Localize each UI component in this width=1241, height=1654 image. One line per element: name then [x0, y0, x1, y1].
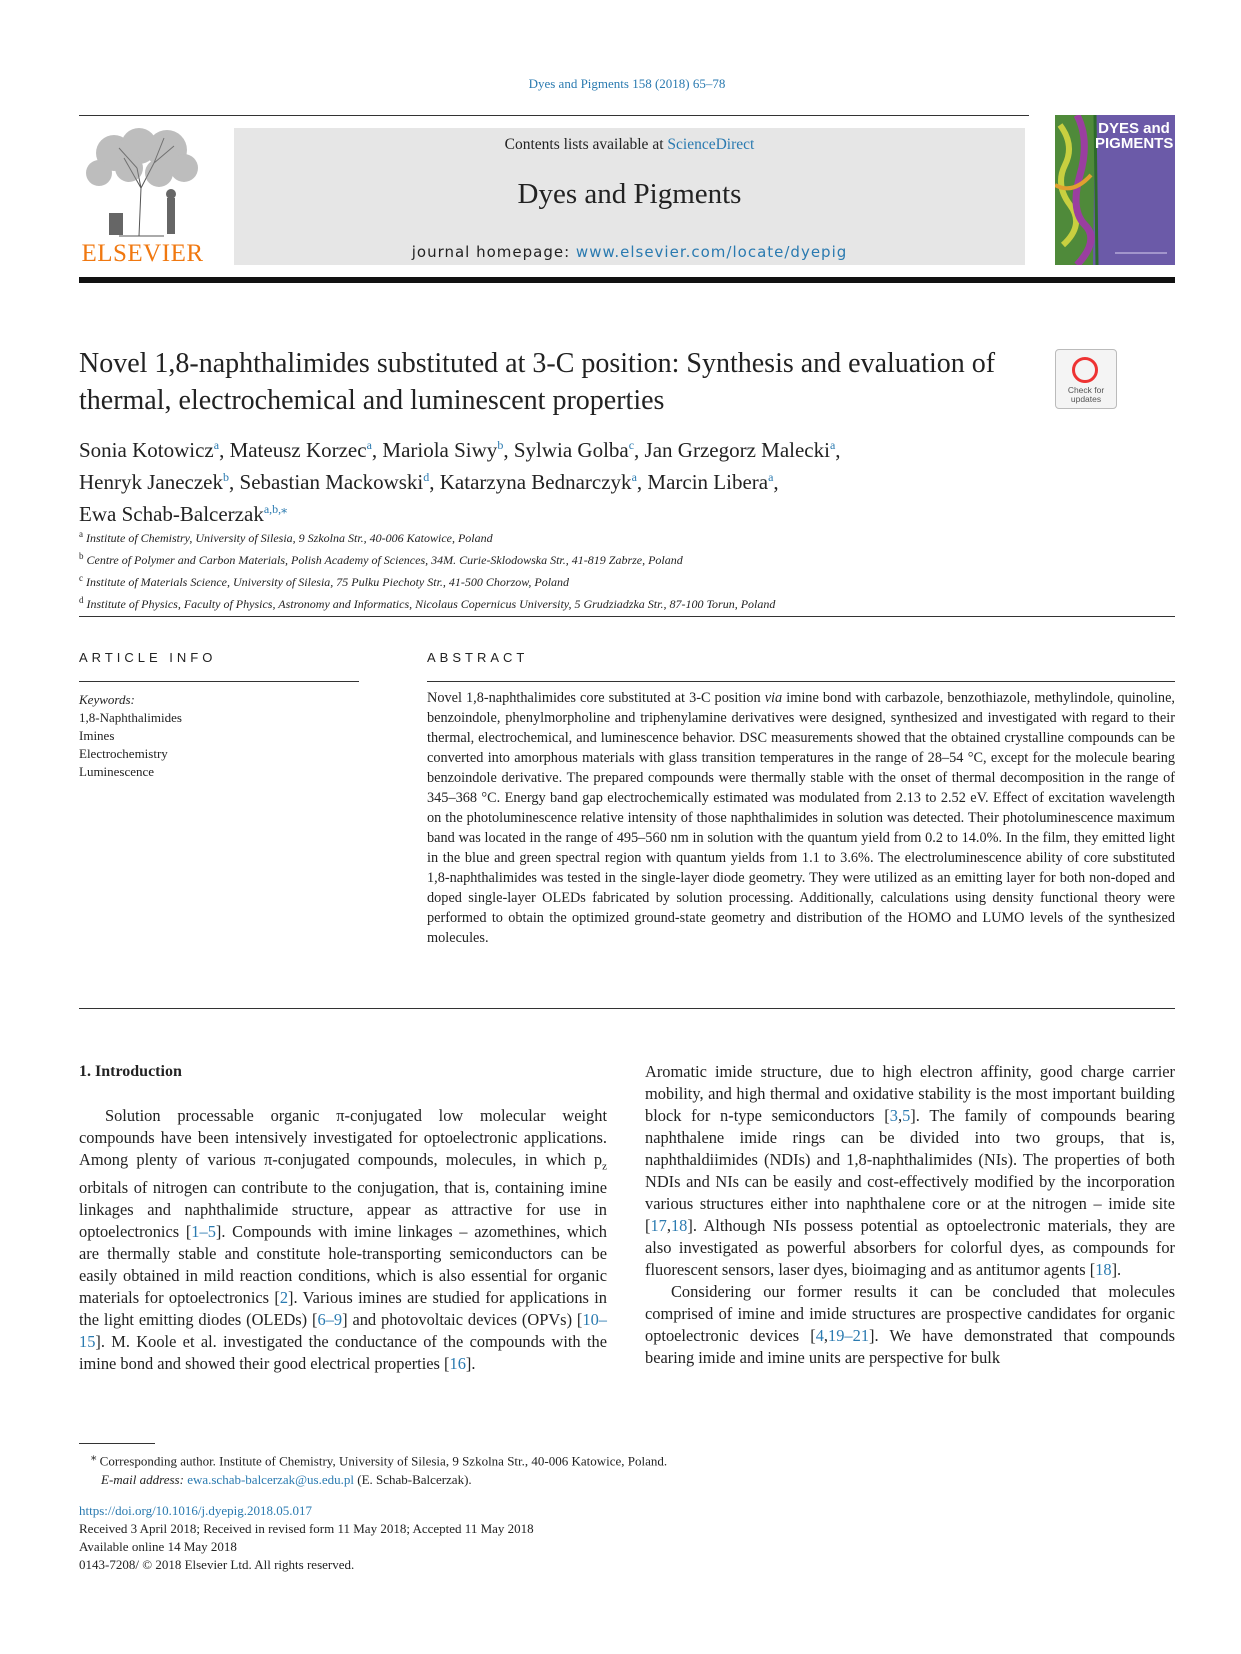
- author-name: Mariola Siwy: [382, 438, 498, 462]
- email-label: E-mail address:: [101, 1472, 184, 1488]
- contents-prefix: Contents lists available at: [504, 136, 668, 153]
- author-name: Sebastian Mackowski: [239, 470, 424, 494]
- email-suffix: (E. Schab-Balcerzak).: [357, 1472, 472, 1488]
- intro-paragraph: [645, 1281, 1175, 1369]
- sciencedirect-link[interactable]: ScienceDirect: [667, 136, 755, 153]
- text-run: ].: [465, 1354, 476, 1374]
- abstract-text: [427, 688, 1175, 948]
- affiliation-line: [79, 525, 1129, 547]
- text-run: ].: [1111, 1260, 1122, 1279]
- citation-link[interactable]: 3: [889, 1106, 898, 1125]
- citation-link[interactable]: 10–15: [79, 1310, 607, 1352]
- text-run: Considering our former results it can be concluded that molecules comprised of imine and imide structures are prospective candidates for organic optoelectronic devices [: [645, 1282, 1175, 1345]
- homepage-prefix: journal homepage:: [411, 243, 576, 261]
- author-separator: ,: [503, 438, 514, 462]
- affiliation-key: b: [79, 551, 84, 561]
- text-run: ]. The family of compounds bearing naphthalene imide rings can be divided into two groups, that is, naphthaldiimides (NDIs) and 1,8-naphthalimides (NIs). The properties of both NDIs and NIs can be easily and cost-effectively modified by the incorporation various structures either into naphthalene core or at the nitrogen – imide site [: [645, 1106, 1175, 1235]
- affiliation-key: d: [79, 595, 84, 605]
- journal-banner: [234, 128, 1025, 265]
- citation-link[interactable]: 4: [815, 1326, 824, 1345]
- affiliation-key: a: [79, 529, 83, 539]
- citation-link[interactable]: 16: [449, 1354, 466, 1374]
- subscript: z: [602, 1160, 607, 1173]
- received-dates: Received 3 April 2018; Received in revised form 11 May 2018; Accepted 11 May 2018: [79, 1521, 534, 1536]
- text-run: ]. Although NIs possess potential as optoelectronic materials, they are also investigated as powerful absorbers for colorful dyes, as compounds for fluorescent sensors, laser dyes, bioimaging and as antitumor agents [: [645, 1216, 1175, 1279]
- abstract-rule: [427, 681, 1175, 682]
- cover-title: DYES and PIGMENTS: [1095, 120, 1174, 152]
- header-thick-rule: [79, 277, 1175, 283]
- citation-link[interactable]: 17: [650, 1216, 667, 1235]
- text-run: ]. We have demonstrated that compounds bearing imide and imine units are perspective for bulk: [645, 1326, 1175, 1367]
- author-separator: ,: [634, 438, 645, 462]
- author-affiliation-marker[interactable]: a: [366, 438, 372, 452]
- citation-link[interactable]: 2: [279, 1288, 289, 1308]
- footnote-rule: [79, 1443, 155, 1444]
- affiliation-text: Institute of Materials Science, University of Silesia, 75 Pulku Piechoty Str., 41-500 Chorzow, Poland: [83, 575, 570, 589]
- citation-link[interactable]: 19–21: [828, 1326, 870, 1345]
- section-rule: [79, 1008, 1175, 1009]
- author-affiliation-marker[interactable]: d: [423, 470, 430, 484]
- article-metadata: [79, 1502, 979, 1574]
- author-separator: ,: [219, 438, 230, 462]
- citation-link[interactable]: 18: [670, 1216, 688, 1235]
- abstract-part: Novel 1,8-naphthalimides core substituted at 3-C position: [427, 690, 765, 706]
- affiliations: [79, 525, 1129, 613]
- author-affiliation-marker[interactable]: a,b,⁎: [263, 502, 288, 516]
- author-separator: ,: [371, 438, 383, 462]
- affiliation-key: c: [79, 573, 83, 583]
- text-run: ]. Compounds with imine linkages – azomethines, which are thermally stable and constitute hole-transporting semiconductors can be easily obtained in mild reaction conditions, which is also essential for organic materials for optoelectronics [: [79, 1222, 607, 1308]
- author-affiliation-marker[interactable]: b: [223, 470, 230, 484]
- author-name: Jan Grzegorz Malecki: [644, 438, 830, 462]
- article-info-rule: [79, 681, 359, 682]
- citation-link[interactable]: 6–9: [317, 1310, 343, 1330]
- journal-reference-link[interactable]: Dyes and Pigments 158 (2018) 65–78: [528, 76, 726, 91]
- affiliation-text: Institute of Chemistry, University of Silesia, 9 Szkolna Str., 40-006 Katowice, Poland: [83, 531, 493, 545]
- text-run: ,: [823, 1326, 829, 1345]
- text-run: ,: [666, 1216, 671, 1235]
- header-rule: [79, 115, 1029, 116]
- keyword: Electrochemistry: [79, 746, 168, 761]
- affiliation-line: [79, 547, 1129, 569]
- keywords-block: [79, 691, 359, 781]
- keyword: Imines: [79, 728, 115, 743]
- author-name: Henryk Janeczek: [79, 470, 224, 494]
- corresponding-footnote: [79, 1448, 979, 1489]
- text-run: Solution processable organic π-conjugated low molecular weight compounds have been intensively investigated for optoelectronic applications. Among plenty of various π-conjugated compounds, molecules, in which p: [79, 1106, 607, 1169]
- elsevier-wordmark: ELSEVIER: [81, 240, 204, 267]
- journal-cover-image[interactable]: [1055, 115, 1175, 265]
- copyright: 0143-7208/ © 2018 Elsevier Ltd. All rights reserved.: [79, 1557, 355, 1572]
- email-link[interactable]: ewa.schab-balcerzak@us.edu.pl: [187, 1472, 354, 1488]
- author-affiliation-marker[interactable]: a: [768, 470, 774, 484]
- author-name: Ewa Schab-Balcerzak: [79, 502, 264, 526]
- author-separator: ,: [773, 470, 779, 494]
- author-affiliation-marker[interactable]: a: [213, 438, 220, 452]
- author-name: Marcin Libera: [647, 470, 769, 494]
- keywords-label: Keywords:: [79, 692, 135, 707]
- article-info-heading: ARTICLE INFO: [79, 650, 217, 665]
- text-run: ]. M. Koole et al. investigated the conductance of the compounds with the imine bond and showed their good electrical properties [: [79, 1332, 607, 1374]
- intro-left-column: [79, 1105, 607, 1375]
- author-name: Mateusz Korzec: [229, 438, 367, 462]
- author-affiliation-marker[interactable]: b: [497, 438, 504, 452]
- author-name: Sonia Kotowicz: [79, 438, 214, 462]
- text-run: Aromatic imide structure, due to high electron affinity, good charge carrier mobility, and high thermal and oxidative stability is the most important building block for n-type semiconductors [: [645, 1062, 1175, 1125]
- citation-link[interactable]: 5: [902, 1106, 911, 1125]
- text-run: ]. Various imines are studied for applications in the light emitting diodes (OLEDs) [: [79, 1288, 607, 1330]
- abstract-part: imine bond with carbazole, benzothiazole, methylindole, quinoline, benzoindole, phenylmorpholine and triphenylamine derivatives were designed, synthesized and investigated with regard to their thermal, electrochemical, and luminescence behavior. DSC measurements showed that the obtained crystalline compounds can be converted into amorphous materials with glass transition temperatures in the range of 28–54 °C, except for the molecule bearing benzoindole derivative. The prepared compounds were thermally stable with the onset of thermal decomposition in the range of 345–368 °C. Energy band gap electrochemically estimated was modulated from 2.13 to 2.52 eV. Effect of excitation wavelength on the photoluminescence relative intensity of those naphthalimides in solution was detected. Their photoluminescence maximum band was located in the range of 495–560 nm in solution with the quantum yield from 0.2 to 14.0%. In the film, they emitted light in the blue and green spectral region with quantum yields from 1.1 to 3.6%. The electroluminescence ability of core substituted 1,8-naphthalimides was tested in the single-layer diode geometry. They were utilized as an emitting layer for both non-doped and doped single-layer OLEDs fabricated by solution processing. Additionally, calculations using density functional theory were performed to obtain the optimized ground-state geometry and distribution of the HOMO and LUMO levels of the synthesized molecules.: [427, 690, 1176, 946]
- affiliation-text: Institute of Physics, Faculty of Physics, Astronomy and Informatics, Nicolaus Copernicus University, 5 Grudziadzka Str., 87-100 Torun, Poland: [83, 597, 776, 611]
- keyword: Luminescence: [79, 764, 155, 779]
- check-updates-label: Check for updates: [1067, 385, 1105, 404]
- introduction-heading: 1. Introduction: [79, 1063, 182, 1080]
- corresponding-author-text: Corresponding author. Institute of Chemistry, University of Silesia, 9 Szkolna Str., 40-006 Katowice, Poland.: [99, 1453, 668, 1469]
- citation-link[interactable]: 1–5: [191, 1222, 216, 1242]
- author-separator: ,: [229, 470, 240, 494]
- contents-line: [234, 136, 1025, 154]
- author-separator: ,: [636, 470, 648, 494]
- author-list: [79, 432, 1079, 528]
- intro-right-column: [645, 1061, 1175, 1369]
- abstract-heading: ABSTRACT: [427, 650, 529, 665]
- journal-homepage: [234, 243, 1025, 261]
- affiliation-line: [79, 569, 1129, 591]
- text-run: ,: [897, 1106, 903, 1125]
- abstract-via: via: [764, 690, 783, 706]
- citation-link[interactable]: 18: [1095, 1260, 1112, 1279]
- text-run: ] and photovoltaic devices (OPVs) [: [342, 1310, 583, 1330]
- affiliation-line: [79, 591, 1129, 613]
- journal-title: Dyes and Pigments: [517, 178, 742, 210]
- author-name: Katarzyna Bednarczyk: [439, 470, 632, 494]
- article-title: Novel 1,8-naphthalimides substituted at 3-C position: Synthesis and evaluation of thermal, electrochemical and luminescent properties: [79, 348, 996, 416]
- author-separator: ,: [429, 470, 440, 494]
- author-affiliation-marker[interactable]: a: [829, 438, 836, 452]
- check-for-updates-button[interactable]: [1055, 349, 1117, 409]
- section-rule: [79, 616, 1175, 617]
- text-run: orbitals of nitrogen can contribute to the conjugation, that is, containing imine linkages and naphthalimide structure, appear as attractive for use in optoelectronics [: [79, 1178, 607, 1242]
- author-affiliation-marker[interactable]: c: [628, 438, 635, 452]
- doi-link[interactable]: https://doi.org/10.1016/j.dyepig.2018.05.017: [79, 1503, 313, 1518]
- affiliation-text: Centre of Polymer and Carbon Materials, Polish Academy of Sciences, 34M. Curie-Sklodowska Str., 41-819 Zabrze, Poland: [83, 553, 683, 567]
- available-online: Available online 14 May 2018: [79, 1539, 237, 1554]
- intro-paragraph: [79, 1105, 607, 1375]
- author-name: Sylwia Golba: [513, 438, 629, 462]
- intro-paragraph: [645, 1061, 1175, 1281]
- keyword: 1,8-Naphthalimides: [79, 710, 182, 725]
- author-affiliation-marker[interactable]: a: [631, 470, 637, 484]
- author-separator: ,: [835, 438, 841, 462]
- footnote-marker: ⁎: [91, 1451, 97, 1463]
- check-updates-icon: [1072, 357, 1098, 383]
- homepage-link[interactable]: www.elsevier.com/locate/dyepig: [575, 243, 848, 261]
